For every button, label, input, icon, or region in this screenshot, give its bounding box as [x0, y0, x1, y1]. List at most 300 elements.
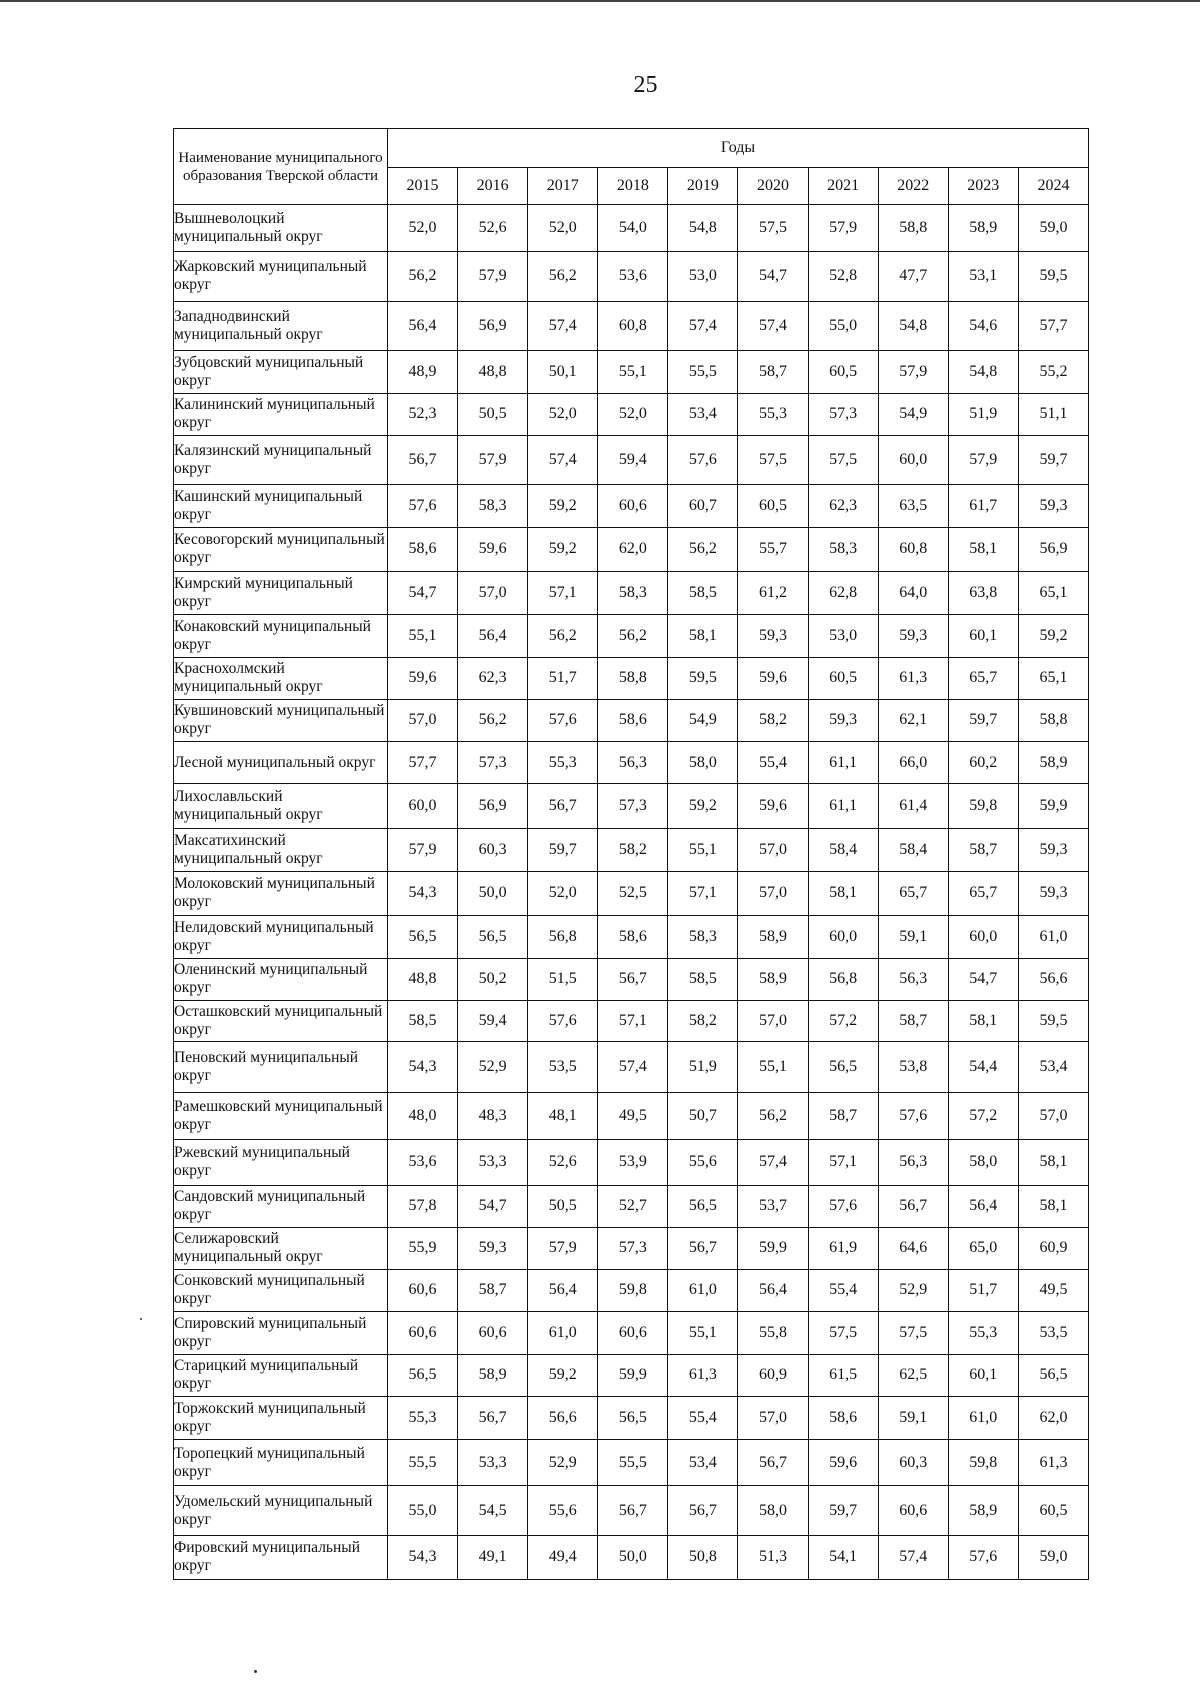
value-cell: 54,9	[668, 699, 738, 741]
value-cell: 55,4	[738, 741, 808, 783]
value-cell: 48,3	[458, 1093, 528, 1140]
value-cell: 57,4	[738, 1140, 808, 1185]
value-cell: 58,8	[1018, 699, 1088, 741]
district-name-cell: Калязинский муниципальный округ	[174, 436, 388, 485]
value-cell: 55,1	[668, 829, 738, 872]
value-cell: 57,0	[738, 829, 808, 872]
value-cell: 55,0	[808, 301, 878, 350]
value-cell: 60,1	[948, 1354, 1018, 1396]
value-cell: 53,5	[528, 1041, 598, 1092]
value-cell: 55,3	[948, 1311, 1018, 1354]
table-row	[174, 1185, 1089, 1227]
value-cell: 60,6	[598, 1311, 668, 1354]
value-cell: 52,0	[528, 205, 598, 252]
value-cell: 56,7	[738, 1440, 808, 1486]
name-column-header: Наименование муниципального образования Тверской области	[174, 129, 388, 205]
value-cell: 59,6	[738, 657, 808, 699]
value-cell: 57,7	[1018, 301, 1088, 350]
value-cell: 52,0	[528, 393, 598, 435]
year-header-cell: 2016	[458, 168, 528, 205]
value-cell: 57,3	[458, 741, 528, 783]
value-cell: 51,9	[948, 393, 1018, 435]
table-row	[174, 872, 1089, 915]
value-cell: 56,4	[458, 614, 528, 657]
value-cell: 57,6	[528, 1000, 598, 1041]
value-cell: 50,1	[528, 350, 598, 393]
value-cell: 56,6	[1018, 958, 1088, 1000]
value-cell: 56,3	[598, 741, 668, 783]
table-row	[174, 1000, 1089, 1041]
value-cell: 50,0	[458, 872, 528, 915]
value-cell: 52,0	[598, 393, 668, 435]
value-cell: 58,9	[948, 1486, 1018, 1535]
value-cell: 58,5	[388, 1000, 458, 1041]
value-cell: 54,6	[948, 301, 1018, 350]
value-cell: 59,7	[1018, 436, 1088, 485]
value-cell: 58,7	[948, 829, 1018, 872]
value-cell: 55,4	[808, 1269, 878, 1311]
value-cell: 54,4	[948, 1041, 1018, 1092]
value-cell: 48,1	[528, 1093, 598, 1140]
table-row	[174, 958, 1089, 1000]
value-cell: 58,7	[738, 350, 808, 393]
value-cell: 58,0	[948, 1140, 1018, 1185]
value-cell: 60,8	[878, 528, 948, 571]
district-name-cell: Спировский муниципальный округ	[174, 1311, 388, 1354]
value-cell: 56,2	[388, 252, 458, 301]
value-cell: 55,1	[598, 350, 668, 393]
year-header-cell: 2022	[878, 168, 948, 205]
value-cell: 55,5	[598, 1440, 668, 1486]
value-cell: 57,5	[808, 1311, 878, 1354]
district-name-cell: Осташковский муниципальный округ	[174, 1000, 388, 1041]
value-cell: 54,8	[948, 350, 1018, 393]
value-cell: 59,3	[878, 614, 948, 657]
value-cell: 58,7	[458, 1269, 528, 1311]
value-cell: 65,7	[948, 872, 1018, 915]
value-cell: 53,3	[458, 1140, 528, 1185]
value-cell: 57,9	[808, 205, 878, 252]
value-cell: 55,5	[668, 350, 738, 393]
value-cell: 57,4	[668, 301, 738, 350]
value-cell: 54,7	[388, 571, 458, 614]
value-cell: 53,6	[388, 1140, 458, 1185]
value-cell: 61,1	[808, 741, 878, 783]
value-cell: 65,1	[1018, 571, 1088, 614]
value-cell: 60,0	[948, 915, 1018, 958]
value-cell: 55,3	[528, 741, 598, 783]
value-cell: 55,3	[388, 1397, 458, 1440]
value-cell: 59,3	[1018, 872, 1088, 915]
table-row	[174, 1311, 1089, 1354]
table-row	[174, 1093, 1089, 1140]
value-cell: 64,6	[878, 1227, 948, 1269]
value-cell: 59,9	[738, 1227, 808, 1269]
value-cell: 55,8	[738, 1311, 808, 1354]
district-name-cell: Кесовогорский муниципальный округ	[174, 528, 388, 571]
table-row	[174, 393, 1089, 435]
value-cell: 58,2	[738, 699, 808, 741]
value-cell: 50,5	[458, 393, 528, 435]
value-cell: 52,6	[458, 205, 528, 252]
value-cell: 59,2	[1018, 614, 1088, 657]
value-cell: 50,0	[598, 1535, 668, 1579]
value-cell: 56,2	[668, 528, 738, 571]
value-cell: 56,7	[668, 1486, 738, 1535]
value-cell: 60,6	[878, 1486, 948, 1535]
value-cell: 59,3	[808, 699, 878, 741]
value-cell: 56,2	[458, 699, 528, 741]
table-row	[174, 1227, 1089, 1269]
value-cell: 56,7	[878, 1185, 948, 1227]
value-cell: 58,7	[878, 1000, 948, 1041]
data-table	[173, 128, 1089, 1580]
value-cell: 55,5	[388, 1440, 458, 1486]
value-cell: 56,4	[948, 1185, 1018, 1227]
value-cell: 58,9	[1018, 741, 1088, 783]
table-row	[174, 350, 1089, 393]
district-name-cell: Нелидовский муниципальный округ	[174, 915, 388, 958]
page-number: 25	[633, 72, 658, 98]
value-cell: 58,9	[738, 915, 808, 958]
district-name-cell: Торжокский муниципальный округ	[174, 1397, 388, 1440]
value-cell: 57,0	[738, 1000, 808, 1041]
value-cell: 61,0	[668, 1269, 738, 1311]
table-row	[174, 1041, 1089, 1092]
value-cell: 57,1	[668, 872, 738, 915]
value-cell: 60,5	[1018, 1486, 1088, 1535]
value-cell: 58,3	[458, 485, 528, 528]
district-name-cell: Кимрский муниципальный округ	[174, 571, 388, 614]
value-cell: 60,7	[668, 485, 738, 528]
value-cell: 57,5	[808, 436, 878, 485]
value-cell: 52,6	[528, 1140, 598, 1185]
value-cell: 56,2	[598, 614, 668, 657]
value-cell: 59,3	[1018, 485, 1088, 528]
value-cell: 60,6	[598, 485, 668, 528]
value-cell: 58,1	[1018, 1140, 1088, 1185]
value-cell: 49,5	[598, 1093, 668, 1140]
district-name-cell: Вышневолоцкий муниципальный округ	[174, 205, 388, 252]
value-cell: 48,8	[388, 958, 458, 1000]
table-row	[174, 1354, 1089, 1396]
value-cell: 60,5	[808, 657, 878, 699]
value-cell: 61,0	[528, 1311, 598, 1354]
value-cell: 55,6	[668, 1140, 738, 1185]
district-name-cell: Торопецкий муниципальный округ	[174, 1440, 388, 1486]
value-cell: 58,2	[668, 1000, 738, 1041]
value-cell: 65,7	[878, 872, 948, 915]
value-cell: 60,0	[388, 784, 458, 829]
value-cell: 52,7	[598, 1185, 668, 1227]
value-cell: 58,4	[808, 829, 878, 872]
value-cell: 50,5	[528, 1185, 598, 1227]
value-cell: 57,9	[528, 1227, 598, 1269]
table-row	[174, 436, 1089, 485]
value-cell: 56,7	[598, 958, 668, 1000]
value-cell: 51,1	[1018, 393, 1088, 435]
value-cell: 58,0	[738, 1486, 808, 1535]
value-cell: 61,9	[808, 1227, 878, 1269]
value-cell: 56,9	[1018, 528, 1088, 571]
value-cell: 61,5	[808, 1354, 878, 1396]
district-name-cell: Лесной муниципальный округ	[174, 741, 388, 783]
district-name-cell: Кувшиновский муниципальный округ	[174, 699, 388, 741]
value-cell: 59,1	[878, 1397, 948, 1440]
value-cell: 58,2	[598, 829, 668, 872]
value-cell: 54,0	[598, 205, 668, 252]
value-cell: 63,5	[878, 485, 948, 528]
value-cell: 61,0	[1018, 915, 1088, 958]
value-cell: 53,4	[668, 393, 738, 435]
district-name-cell: Жарковский муниципальный округ	[174, 252, 388, 301]
value-cell: 58,5	[668, 958, 738, 1000]
value-cell: 56,9	[458, 301, 528, 350]
value-cell: 58,3	[598, 571, 668, 614]
value-cell: 61,0	[948, 1397, 1018, 1440]
value-cell: 56,7	[598, 1486, 668, 1535]
value-cell: 50,8	[668, 1535, 738, 1579]
value-cell: 57,0	[388, 699, 458, 741]
value-cell: 57,0	[1018, 1093, 1088, 1140]
table-row	[174, 829, 1089, 872]
value-cell: 60,0	[808, 915, 878, 958]
value-cell: 56,4	[388, 301, 458, 350]
value-cell: 52,0	[388, 205, 458, 252]
value-cell: 53,4	[1018, 1041, 1088, 1092]
value-cell: 47,7	[878, 252, 948, 301]
value-cell: 54,1	[808, 1535, 878, 1579]
value-cell: 54,7	[738, 252, 808, 301]
value-cell: 56,8	[528, 915, 598, 958]
value-cell: 56,4	[528, 1269, 598, 1311]
value-cell: 57,4	[598, 1041, 668, 1092]
table-row	[174, 915, 1089, 958]
table-row	[174, 252, 1089, 301]
value-cell: 59,7	[948, 699, 1018, 741]
value-cell: 59,2	[528, 485, 598, 528]
value-cell: 57,9	[878, 350, 948, 393]
district-name-cell: Лихославльский муниципальный округ	[174, 784, 388, 829]
value-cell: 57,9	[388, 829, 458, 872]
value-cell: 59,5	[1018, 252, 1088, 301]
value-cell: 53,1	[948, 252, 1018, 301]
value-cell: 48,9	[388, 350, 458, 393]
value-cell: 62,0	[598, 528, 668, 571]
value-cell: 57,8	[388, 1185, 458, 1227]
value-cell: 60,3	[458, 829, 528, 872]
table-row	[174, 614, 1089, 657]
value-cell: 57,0	[738, 1397, 808, 1440]
value-cell: 57,0	[458, 571, 528, 614]
value-cell: 56,3	[878, 958, 948, 1000]
scan-speck	[254, 1670, 257, 1673]
district-name-cell: Максатихинский муниципальный округ	[174, 829, 388, 872]
value-cell: 57,0	[738, 872, 808, 915]
value-cell: 60,1	[948, 614, 1018, 657]
value-cell: 54,3	[388, 872, 458, 915]
value-cell: 61,7	[948, 485, 1018, 528]
value-cell: 58,1	[948, 528, 1018, 571]
table-row	[174, 657, 1089, 699]
value-cell: 52,5	[598, 872, 668, 915]
value-cell: 61,3	[878, 657, 948, 699]
year-header-cell: 2018	[598, 168, 668, 205]
table-row	[174, 485, 1089, 528]
value-cell: 57,9	[458, 436, 528, 485]
value-cell: 54,7	[458, 1185, 528, 1227]
district-name-cell: Рамешковский муниципальный округ	[174, 1093, 388, 1140]
value-cell: 57,3	[598, 1227, 668, 1269]
district-name-cell: Сонковский муниципальный округ	[174, 1269, 388, 1311]
table-row	[174, 1535, 1089, 1579]
value-cell: 56,5	[388, 1354, 458, 1396]
value-cell: 59,6	[738, 784, 808, 829]
value-cell: 58,6	[598, 915, 668, 958]
value-cell: 59,8	[948, 1440, 1018, 1486]
district-name-cell: Оленинский муниципальный округ	[174, 958, 388, 1000]
value-cell: 54,3	[388, 1041, 458, 1092]
value-cell: 60,3	[878, 1440, 948, 1486]
value-cell: 60,6	[458, 1311, 528, 1354]
value-cell: 60,6	[388, 1311, 458, 1354]
value-cell: 60,5	[738, 485, 808, 528]
value-cell: 53,9	[598, 1140, 668, 1185]
table-row	[174, 699, 1089, 741]
table-row	[174, 1397, 1089, 1440]
value-cell: 58,5	[668, 571, 738, 614]
value-cell: 56,9	[458, 784, 528, 829]
value-cell: 62,3	[458, 657, 528, 699]
value-cell: 59,8	[598, 1269, 668, 1311]
district-name-cell: Конаковский муниципальный округ	[174, 614, 388, 657]
value-cell: 56,7	[668, 1227, 738, 1269]
table-row	[174, 205, 1089, 252]
value-cell: 61,3	[668, 1354, 738, 1396]
value-cell: 58,0	[668, 741, 738, 783]
year-header-cell: 2017	[528, 168, 598, 205]
value-cell: 59,4	[458, 1000, 528, 1041]
value-cell: 58,1	[948, 1000, 1018, 1041]
value-cell: 62,1	[878, 699, 948, 741]
value-cell: 57,9	[458, 252, 528, 301]
value-cell: 65,0	[948, 1227, 1018, 1269]
value-cell: 53,4	[668, 1440, 738, 1486]
value-cell: 56,2	[738, 1093, 808, 1140]
value-cell: 50,2	[458, 958, 528, 1000]
value-cell: 54,9	[878, 393, 948, 435]
value-cell: 50,7	[668, 1093, 738, 1140]
value-cell: 59,7	[808, 1486, 878, 1535]
value-cell: 58,8	[598, 657, 668, 699]
value-cell: 54,8	[878, 301, 948, 350]
table-row	[174, 741, 1089, 783]
value-cell: 59,3	[458, 1227, 528, 1269]
value-cell: 58,4	[878, 829, 948, 872]
value-cell: 57,3	[808, 393, 878, 435]
value-cell: 57,2	[948, 1093, 1018, 1140]
value-cell: 58,1	[668, 614, 738, 657]
value-cell: 56,6	[528, 1397, 598, 1440]
value-cell: 65,7	[948, 657, 1018, 699]
value-cell: 58,6	[598, 699, 668, 741]
value-cell: 60,9	[738, 1354, 808, 1396]
value-cell: 56,2	[528, 614, 598, 657]
district-name-cell: Сандовский муниципальный округ	[174, 1185, 388, 1227]
value-cell: 58,1	[1018, 1185, 1088, 1227]
year-header-cell: 2023	[948, 168, 1018, 205]
value-cell: 64,0	[878, 571, 948, 614]
district-name-cell: Кашинский муниципальный округ	[174, 485, 388, 528]
value-cell: 52,9	[528, 1440, 598, 1486]
value-cell: 53,6	[598, 252, 668, 301]
value-cell: 55,4	[668, 1397, 738, 1440]
value-cell: 51,3	[738, 1535, 808, 1579]
value-cell: 58,6	[808, 1397, 878, 1440]
value-cell: 48,0	[388, 1093, 458, 1140]
value-cell: 58,3	[668, 915, 738, 958]
value-cell: 55,6	[528, 1486, 598, 1535]
value-cell: 57,7	[388, 741, 458, 783]
value-cell: 59,1	[878, 915, 948, 958]
value-cell: 61,1	[808, 784, 878, 829]
value-cell: 57,9	[948, 436, 1018, 485]
value-cell: 56,5	[1018, 1354, 1088, 1396]
value-cell: 57,6	[878, 1093, 948, 1140]
value-cell: 56,5	[458, 915, 528, 958]
table-row	[174, 301, 1089, 350]
value-cell: 56,8	[808, 958, 878, 1000]
value-cell: 59,6	[808, 1440, 878, 1486]
district-name-cell: Удомельский муниципальный округ	[174, 1486, 388, 1535]
value-cell: 59,6	[388, 657, 458, 699]
value-cell: 62,5	[878, 1354, 948, 1396]
value-cell: 61,4	[878, 784, 948, 829]
value-cell: 54,3	[388, 1535, 458, 1579]
value-cell: 59,4	[598, 436, 668, 485]
value-cell: 53,7	[738, 1185, 808, 1227]
value-cell: 59,3	[738, 614, 808, 657]
value-cell: 63,8	[948, 571, 1018, 614]
year-header-cell: 2015	[388, 168, 458, 205]
value-cell: 57,5	[738, 205, 808, 252]
value-cell: 54,7	[948, 958, 1018, 1000]
value-cell: 57,6	[808, 1185, 878, 1227]
value-cell: 49,1	[458, 1535, 528, 1579]
value-cell: 59,3	[1018, 829, 1088, 872]
year-header-cell: 2019	[668, 168, 738, 205]
value-cell: 55,1	[738, 1041, 808, 1092]
value-cell: 59,2	[528, 1354, 598, 1396]
value-cell: 59,5	[1018, 1000, 1088, 1041]
value-cell: 62,3	[808, 485, 878, 528]
table-row	[174, 571, 1089, 614]
value-cell: 60,8	[598, 301, 668, 350]
value-cell: 53,5	[1018, 1311, 1088, 1354]
scan-speck	[140, 1318, 142, 1320]
value-cell: 57,1	[528, 571, 598, 614]
district-name-cell: Пеновский муниципальный округ	[174, 1041, 388, 1092]
value-cell: 62,8	[808, 571, 878, 614]
value-cell: 59,8	[948, 784, 1018, 829]
value-cell: 57,4	[738, 301, 808, 350]
table-row	[174, 1440, 1089, 1486]
value-cell: 52,9	[458, 1041, 528, 1092]
value-cell: 49,4	[528, 1535, 598, 1579]
value-cell: 57,5	[738, 436, 808, 485]
value-cell: 51,9	[668, 1041, 738, 1092]
table-row	[174, 1140, 1089, 1185]
